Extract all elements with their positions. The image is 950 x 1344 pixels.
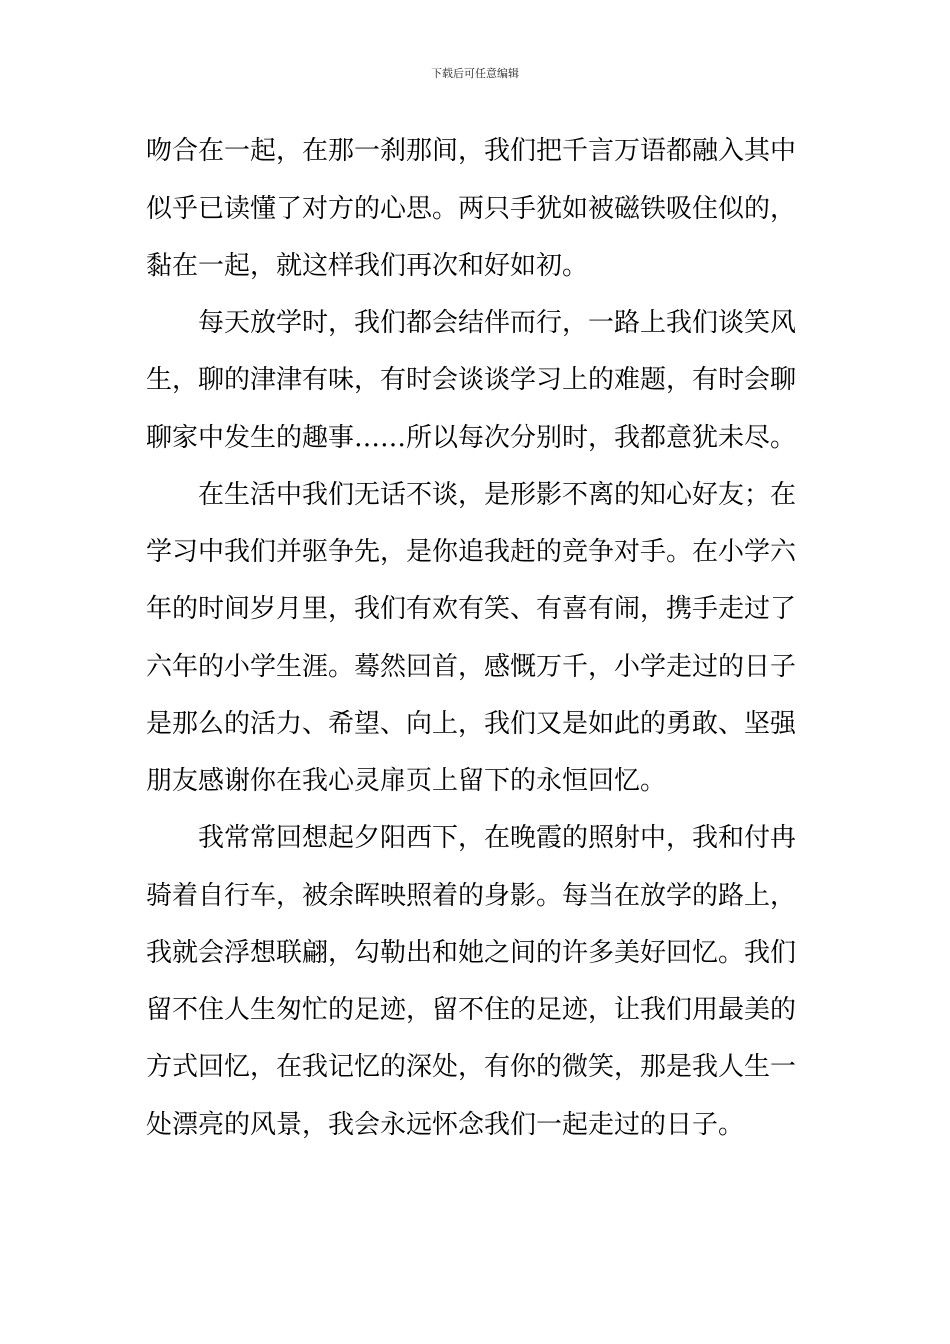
paragraph-first-line: 我常常回想起夕阳西下，在晚霞的照射中，我和付冉 bbox=[198, 823, 797, 853]
text-line: 年的时间岁月里，我们有欢有笑、有喜有闹，携手走过了 bbox=[146, 594, 797, 624]
text-line: 聊家中发生的趣事……所以每次分别时，我都意犹未尽。 bbox=[146, 423, 797, 453]
text-line: 吻合在一起，在那一刹那间，我们把千言万语都融入其中 bbox=[146, 136, 797, 166]
text-line: 方式回忆，在我记忆的深处，有你的微笑，那是我人生一 bbox=[146, 1052, 797, 1082]
text-line: 朋友感谢你在我心灵扉页上留下的永恒回忆。 bbox=[146, 766, 667, 796]
text-line: 六年的小学生涯。蓦然回首，感慨万千，小学走过的日子 bbox=[146, 652, 797, 682]
text-line: 黏在一起，就这样我们再次和好如初。 bbox=[146, 251, 589, 281]
text-line: 我就会浮想联翩，勾勒出和她之间的许多美好回忆。我们 bbox=[146, 938, 797, 968]
paragraph-first-line: 每天放学时，我们都会结伴而行，一路上我们谈笑风 bbox=[198, 308, 797, 338]
text-line: 生，聊的津津有味，有时会谈谈学习上的难题，有时会聊 bbox=[146, 365, 797, 395]
text-line: 似乎已读懂了对方的心思。两只手犹如被磁铁吸住似的， bbox=[146, 194, 797, 224]
text-line: 处漂亮的风景，我会永远怀念我们一起走过的日子。 bbox=[146, 1110, 745, 1140]
text-line: 是那么的活力、希望、向上，我们又是如此的勇敢、坚强 bbox=[146, 709, 797, 739]
text-line: 骑着自行车，被余晖映照着的身影。每当在放学的路上， bbox=[146, 881, 797, 911]
paragraph-first-line: 在生活中我们无话不谈，是形影不离的知心好友；在 bbox=[198, 480, 797, 510]
text-line: 留不住人生匆忙的足迹，留不住的足迹，让我们用最美的 bbox=[146, 995, 797, 1025]
page-header: 下载后可任意编辑 bbox=[431, 67, 519, 80]
text-line: 学习中我们并驱争先，是你追我赶的竞争对手。在小学六 bbox=[146, 537, 797, 567]
